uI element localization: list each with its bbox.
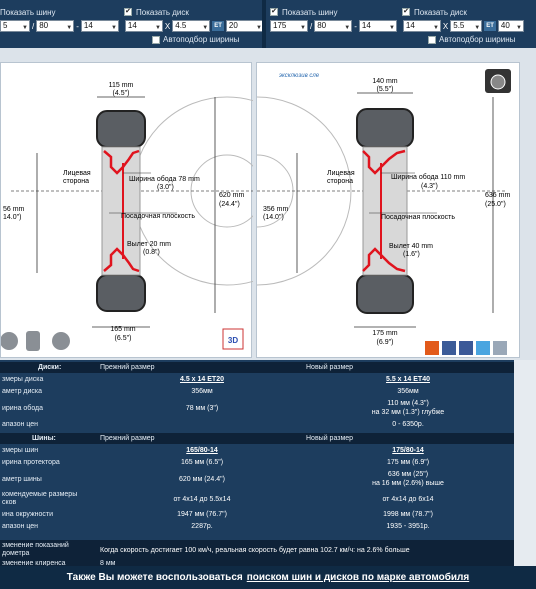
new-outer-dia: 636 mm: [485, 192, 511, 199]
new-width-top: 140 mm: [372, 78, 398, 85]
show-tire-row: [0, 6, 56, 18]
et-label-right: ET: [486, 23, 494, 29]
clearance-row: зменение клиренса 8 мм: [0, 560, 514, 566]
new-rim-width: Ширина обода 110 mm: [391, 174, 466, 181]
svg-text:3D: 3D: [227, 336, 239, 345]
show-tire-label-right: Показать шину: [282, 7, 338, 17]
prev-size-label: Прежний размер: [100, 364, 155, 371]
new-width-bottom: 175 mm: [372, 330, 398, 337]
auto-width-label-right: Автоподбор ширины: [439, 35, 516, 44]
share-plus-icon: [425, 341, 439, 355]
table-row: аметр диска 356мм 356мм: [2, 388, 419, 395]
auto-width-row[interactable]: [152, 35, 239, 44]
table-row: ирина обода 78 мм (3") 110 мм (4.3") на 32 мм (1.3") глубже: [2, 400, 445, 416]
side-label-right: сторона: [327, 178, 354, 185]
old-outer-dia-in: (24.4"): [219, 201, 240, 208]
rim-width-select-right[interactable]: 5.5 ▼: [450, 20, 482, 32]
footer-bar: [0, 566, 536, 589]
new-rim-link[interactable]: 5.5 x 14 ET40: [386, 376, 430, 383]
old-size-diagram: [0, 62, 252, 358]
old-rim-width-in: (3.0"): [157, 184, 174, 191]
new-rim-width-in: (4.3"): [421, 183, 438, 190]
size-selector-bar: [0, 0, 536, 48]
mail-icon: [493, 341, 507, 355]
new-outer-dia-in: (25.0"): [485, 201, 506, 208]
table-row: ина окружности 1947 мм (76.7") 1998 мм (78.7"): [2, 511, 433, 518]
show-rim-label-right: Показать диск: [414, 7, 467, 17]
face-label-right: Лицевая: [327, 170, 355, 177]
tire-radius-select-right[interactable]: 14 ▼: [359, 20, 397, 32]
twitter-icon: [476, 341, 490, 355]
page-scrollbar[interactable]: [514, 360, 536, 566]
side-label: сторона: [63, 178, 90, 185]
show-rim-label: Показать диск: [136, 7, 189, 17]
tire-width-select[interactable]: 5 ▼: [0, 20, 30, 32]
rim-offset-select[interactable]: 20 ▼: [226, 20, 264, 32]
new-offset-in: (1.6"): [403, 251, 420, 258]
old-wheel-drawing: [1, 63, 253, 359]
new-width-bottom-in: (6.9"): [376, 339, 394, 346]
new-width-top-in: (5.5"): [376, 86, 394, 93]
share-buttons[interactable]: [425, 341, 507, 355]
show-tire-checkbox[interactable]: ✔: [271, 8, 277, 15]
facebook-icon: [459, 341, 473, 355]
rim-width-select[interactable]: 4.5 ▼: [172, 20, 210, 32]
old-width-top: 115 mm: [108, 82, 134, 89]
show-rim-row[interactable]: [124, 6, 189, 18]
old-rim-link[interactable]: 4.5 x 14 ET20: [180, 376, 224, 383]
table-row: ирина протектора 165 мм (6.5") 175 мм (6.9"): [2, 459, 430, 466]
auto-width-checkbox-right[interactable]: [428, 36, 436, 44]
tire-width-select-right[interactable]: 175 ▼: [270, 20, 308, 32]
new-dia-left-in: (14.0"): [263, 214, 284, 221]
new-dia-left: 356 mm: [263, 206, 289, 213]
footer-text: Также Вы можете воспользоваться: [66, 572, 243, 583]
rim-offset-select-right[interactable]: 40 ▼: [498, 20, 524, 32]
disks-title: Диски:: [38, 364, 62, 371]
view-toggle-icons[interactable]: [1, 331, 70, 351]
search-by-car-link[interactable]: поиском шин и дисков по марке автомобиля: [246, 572, 470, 583]
tires-title: Шины:: [32, 435, 56, 442]
new-wheel-drawing: [257, 63, 521, 359]
show-rim-checkbox[interactable]: ✔: [125, 8, 131, 15]
left-size-selector: [0, 0, 262, 48]
table-row: змеры диска 4.5 x 14 ET20 5.5 x 14 ET40: [2, 376, 430, 383]
table-row: апазон цен 2287р. 1935 - 3951р.: [2, 523, 430, 530]
show-tire-row-right[interactable]: [270, 6, 338, 18]
right-tire-selects: 175 ▼ / 80 ▼ - 14 ▼ 14 ▼ X 5.5 ▼ ET 40 ▼: [270, 19, 526, 33]
old-tire-link[interactable]: 165/80-14: [186, 447, 218, 454]
table-row: комендуемые размеры сков от 4x14 до 5.5x14 от 4x14 до 6x14: [2, 491, 434, 506]
old-width-bottom-in: (6.5"): [114, 335, 132, 342]
et-label: ET: [214, 23, 222, 29]
old-dia-left: 56 mm: [3, 206, 25, 213]
old-offset: Вылет 20 mm: [127, 241, 171, 248]
comparison-table: [0, 360, 514, 589]
auto-width-row-right[interactable]: [428, 35, 515, 44]
seat-plane-label-right: Посадочная плоскость: [381, 214, 456, 221]
rim-diameter-select[interactable]: 14 ▼: [125, 20, 163, 32]
speedometer-row: зменение показаний дометра Когда скорость достигает 100 км/ч, реальная скорость будет равна 102.7 км/ч: на 2.6% больше: [0, 540, 514, 560]
speedometer-text: Когда скорость достигает 100 км/ч, реальная скорость будет равна 102.7 км/ч: на 2.6% больше: [100, 546, 410, 554]
show-rim-row-right[interactable]: [402, 6, 467, 18]
table-row: змеры шин 165/80-14 175/80-14: [2, 447, 424, 454]
new-offset: Вылет 40 mm: [389, 243, 433, 250]
left-tire-selects: 5 ▼ / 80 ▼ - 14 ▼ 14 ▼ X 4.5 ▼ ET 20 ▼: [0, 19, 266, 33]
face-label: Лицевая: [63, 170, 91, 177]
auto-width-checkbox[interactable]: [152, 36, 160, 44]
tires-header: Шины: Прежний размер Новый размер: [0, 433, 514, 444]
new-tire-link[interactable]: 175/80-14: [392, 447, 424, 454]
new-size-label: Новый размер: [306, 364, 354, 371]
tire-profile-select-right[interactable]: 80 ▼: [314, 20, 352, 32]
tire-radius-select[interactable]: 14 ▼: [81, 20, 119, 32]
old-width-top-in: (4.5"): [112, 90, 130, 97]
rim-diameter-select-right[interactable]: 14 ▼: [403, 20, 441, 32]
old-offset-in: (0.8"): [143, 249, 160, 256]
seat-plane-label: Посадочная плоскость: [121, 213, 196, 220]
vk-icon: [442, 341, 456, 355]
table-row: апазон цен 0 - 6350р.: [2, 421, 424, 428]
old-dia-left-in: 14.0"): [3, 214, 22, 221]
old-outer-dia: 620 mm: [219, 192, 245, 199]
right-size-selector: [266, 0, 536, 48]
show-tire-label: Показать шину: [0, 7, 56, 17]
new-size-diagram: [256, 62, 520, 358]
tire-profile-select[interactable]: 80 ▼: [36, 20, 74, 32]
brand-logo: эксклюзив сле: [279, 73, 320, 79]
show-rim-checkbox-right[interactable]: ✔: [403, 8, 409, 15]
table-row: аметр шины 620 мм (24.4") 636 мм (25") на 16 мм (2.6%) выше: [2, 471, 444, 487]
disks-header: [0, 362, 514, 373]
old-rim-width: Ширина обода 78 mm: [129, 176, 200, 183]
auto-width-label: Автоподбор ширины: [163, 35, 240, 44]
old-width-bottom: 165 mm: [110, 326, 136, 333]
